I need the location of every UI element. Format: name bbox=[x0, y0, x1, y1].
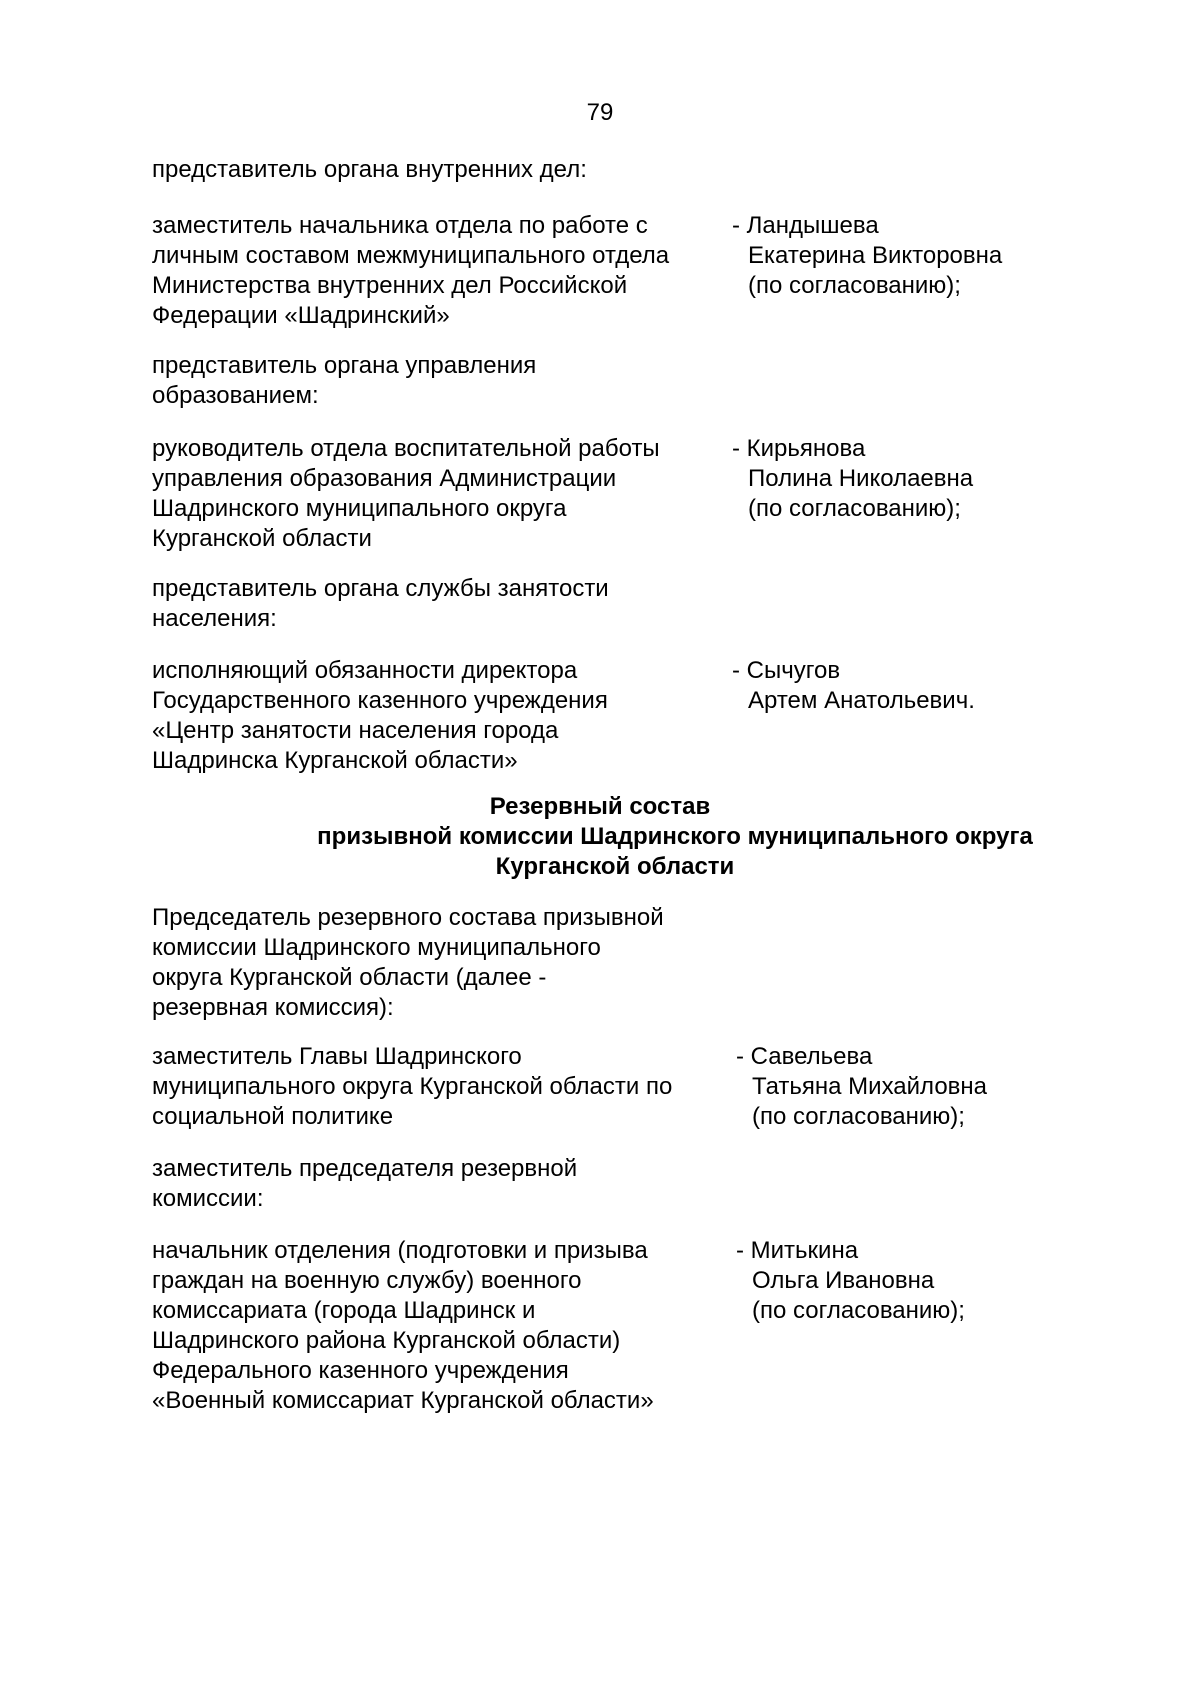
group-title-internal-affairs bbox=[152, 155, 587, 185]
role-line: Государственного казенного учреждения bbox=[152, 687, 608, 714]
name-line: (по согласованию); bbox=[752, 1103, 965, 1130]
name-line: Артем Анатольевич. bbox=[748, 687, 975, 714]
group-title-line: заместитель председателя резервной bbox=[152, 1155, 578, 1182]
group-title-line: комиссии Шадринского муниципального bbox=[152, 934, 601, 961]
heading-line: Курганской области bbox=[495, 853, 735, 880]
name-line: (по согласованию); bbox=[752, 1297, 965, 1324]
group-title-education bbox=[152, 351, 536, 411]
name-line: Екатерина Викторовна bbox=[748, 242, 1003, 269]
role-line: Шадринского района Курганской области) bbox=[152, 1327, 621, 1354]
role-line: руководитель отдела воспитательной работы bbox=[152, 435, 660, 462]
role-line: социальной политике bbox=[152, 1103, 394, 1130]
name-line: - Кирьянова bbox=[732, 435, 866, 462]
heading-line: призывной комиссии Шадринского муниципального округа bbox=[317, 823, 1033, 850]
role-line: «Центр занятости населения города bbox=[152, 717, 559, 744]
group-title-reserve-chairman bbox=[152, 903, 664, 1023]
name-line: - Савельева bbox=[736, 1043, 873, 1070]
name-line: Полина Николаевна bbox=[748, 465, 974, 492]
person-name-kiryanova bbox=[732, 434, 973, 524]
role-description-employment bbox=[152, 656, 732, 776]
group-title-line: Председатель резервного состава призывной bbox=[152, 904, 664, 931]
role-description-internal-affairs bbox=[152, 211, 732, 331]
group-title-line: округа Курганской области (далее - bbox=[152, 964, 547, 991]
name-line: Ольга Ивановна bbox=[752, 1267, 935, 1294]
role-description-military-commissariat bbox=[152, 1236, 732, 1416]
role-line: Министерства внутренних дел Российской bbox=[152, 272, 628, 299]
role-line: Федерального казенного учреждения bbox=[152, 1357, 569, 1384]
group-title-line: представитель органа внутренних дел: bbox=[152, 156, 587, 183]
role-line: заместитель начальника отдела по работе с bbox=[152, 212, 648, 239]
name-line: Татьяна Михайловна bbox=[752, 1073, 988, 1100]
group-title-deputy-chairman bbox=[152, 1154, 577, 1214]
person-name-savelyeva bbox=[736, 1042, 987, 1132]
group-title-line: резервная комиссия): bbox=[152, 994, 394, 1021]
person-name-mitkina bbox=[736, 1236, 965, 1326]
group-title-line: населения: bbox=[152, 605, 277, 632]
role-description-education bbox=[152, 434, 732, 554]
role-line: «Военный комиссариат Курганской области» bbox=[152, 1387, 654, 1414]
role-line: граждан на военную службу) военного bbox=[152, 1267, 582, 1294]
role-line: Шадринского муниципального округа bbox=[152, 495, 567, 522]
role-line: муниципального округа Курганской области по bbox=[152, 1073, 673, 1100]
name-line: - Ландышева bbox=[732, 212, 879, 239]
role-line: Шадринска Курганской области» bbox=[152, 747, 518, 774]
role-line: Курганской области bbox=[152, 525, 372, 552]
role-line: управления образования Администрации bbox=[152, 465, 617, 492]
name-line: - Сычугов bbox=[732, 657, 841, 684]
role-line: исполняющий обязанности директора bbox=[152, 657, 578, 684]
role-line: личным составом межмуниципального отдела bbox=[152, 242, 670, 269]
group-title-line: представитель органа управления bbox=[152, 352, 537, 379]
person-name-landysheva bbox=[732, 211, 1002, 301]
group-title-line: представитель органа службы занятости bbox=[152, 575, 609, 602]
page-number: 79 bbox=[586, 99, 614, 126]
role-line: заместитель Главы Шадринского bbox=[152, 1043, 522, 1070]
person-name-sychugov bbox=[732, 656, 975, 716]
group-title-line: образованием: bbox=[152, 382, 319, 409]
reserve-composition-heading bbox=[0, 792, 1200, 882]
heading-line: Резервный состав bbox=[489, 793, 711, 820]
name-line: (по согласованию); bbox=[748, 272, 961, 299]
group-title-employment bbox=[152, 574, 609, 634]
role-description-deputy-head bbox=[152, 1042, 732, 1132]
role-line: Федерации «Шадринский» bbox=[152, 302, 450, 329]
role-line: начальник отделения (подготовки и призыва bbox=[152, 1237, 648, 1264]
group-title-line: комиссии: bbox=[152, 1185, 264, 1212]
role-line: комиссариата (города Шадринск и bbox=[152, 1297, 536, 1324]
name-line: (по согласованию); bbox=[748, 495, 961, 522]
name-line: - Митькина bbox=[736, 1237, 859, 1264]
